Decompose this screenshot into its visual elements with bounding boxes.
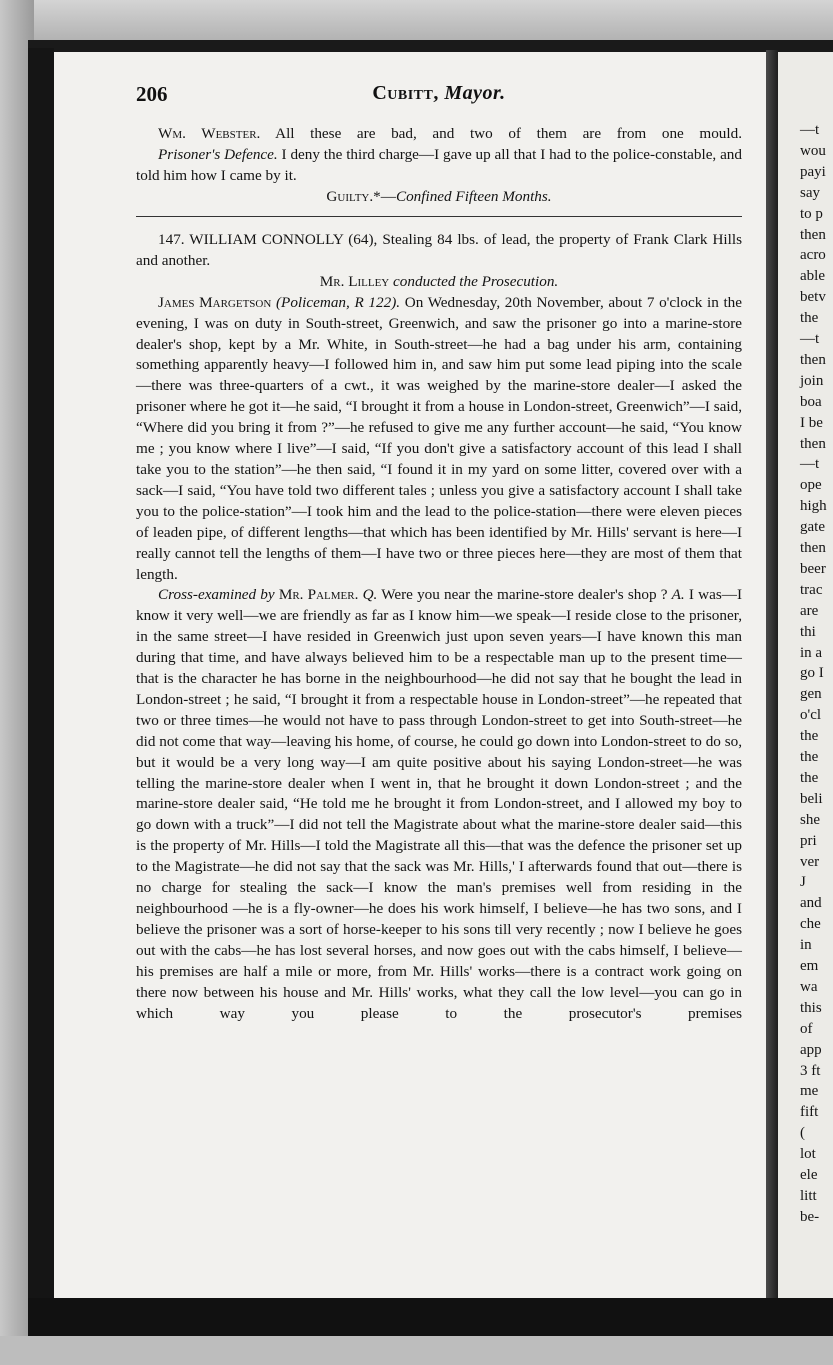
facing-page-fragment-line: I be xyxy=(800,414,823,431)
facing-page-fragment-line: J xyxy=(800,874,806,891)
facing-page-fragment-line: fift xyxy=(800,1104,819,1121)
previous-case-ending xyxy=(136,124,742,208)
facing-page-fragment-line: the xyxy=(800,769,819,786)
facing-page-fragment-line: go I xyxy=(800,665,824,682)
sentence: Confined Fifteen Months. xyxy=(395,187,552,205)
facing-page-fragment-line: ( xyxy=(800,1125,805,1142)
facing-page-fragment-line: this xyxy=(800,999,822,1016)
running-head xyxy=(136,82,742,105)
testimony-text: On Wednesday, 20th November, about 7 o'clock in the evening, I was on duty in South-street, Greenwich, and saw the prisoner go into a marine-store dealer's shop, kept by a Mr. White, in South-street—he had a bag under his arm, containing something apparently heavy—I followed him in, and saw him put some lead piping into the scale—there was three-quarters of a cwt., it was weighed by the marine-store dealer—I asked the prisoner where he got it—he said, “I brought it from a house in London-street, Greenwich”—I said, “Where did you bring it from ?”—he refused to give me any further account—he said, “You know me ; you know where I live”—I said, “If you don't give a satisfactory account of this lead I shall take you to the station”—he then said, “I found it in my yard on some litter, covered over with a sack—I said, “You have told two different tales ; unless you give a satisfactory account I shall take you to the police-station”—I took him and the lead to the police-station—there were eleven pieces of leaden pipe, of different lengths—that which has been identified by Mr. Hills' servant is here—I really cannot tell the lengths of them—I have two or three pieces here—they are most of them that length. xyxy=(136,293,743,583)
facing-page-fragment-line: the xyxy=(800,749,819,765)
case-separator-rule xyxy=(136,216,742,217)
cross-counsel: Mr. Palmer. xyxy=(278,586,359,604)
page-header xyxy=(136,82,742,108)
question-marker: Q. xyxy=(362,586,378,604)
question-text: Were you near the marine-store dealer's shop ? xyxy=(381,586,668,604)
facing-page-fragment-line: of xyxy=(800,1020,813,1037)
book-edge-left xyxy=(28,48,54,1313)
answer-marker: A. xyxy=(671,586,685,604)
book-edge-bottom xyxy=(28,1298,833,1336)
witness-statement: All these are bad, and two of them are from one mould. xyxy=(275,125,742,142)
facing-page-fragment-line: beer xyxy=(800,560,826,577)
facing-page-fragment-line: then xyxy=(800,226,826,243)
facing-page-fragment-line: thi xyxy=(800,623,816,640)
verdict-line xyxy=(136,187,742,208)
witness-testimony xyxy=(136,293,742,586)
facing-page-fragment-line: —t xyxy=(800,331,820,347)
facing-page-fragment-line: app xyxy=(800,1041,822,1058)
witness-line xyxy=(136,124,742,145)
running-head-name: Cubitt, xyxy=(372,82,439,104)
facing-page-fragment-line: she xyxy=(800,811,820,828)
facing-page-fragment-line: em xyxy=(800,958,819,974)
facing-page-fragment-line: 3 ft xyxy=(800,1062,821,1079)
facing-page-fragment-line: acro xyxy=(800,247,826,264)
verdict: Guilty.*— xyxy=(326,187,396,205)
facing-page-fragment-line: in xyxy=(800,937,812,954)
facing-page-fragment-line: high xyxy=(800,498,827,515)
facing-page-fragment-line: trac xyxy=(800,581,823,598)
witness-role: (Policeman, R 122). xyxy=(276,293,401,311)
cross-label: Cross-examined by xyxy=(158,586,275,604)
book-gutter xyxy=(766,50,778,1300)
facing-page-fragment-line: in a xyxy=(800,644,823,661)
facing-page-fragment-line: gen xyxy=(800,686,822,703)
facing-page-fragment-line: litt xyxy=(800,1187,817,1204)
prosecution-line xyxy=(136,272,742,293)
facing-page-fragment-line: —t xyxy=(800,456,820,473)
answer-text: I was—I know it very well—we are friendly as far as I know him—we speak—I reside close to the prisoner, in the same street—I have resided in Greenwich just upon seven years—I have known this man during that time, and have always believed him to be a respectable man up to the present time—that is the character he has borne in the neighbourhood—he did not say that he bought the lead in London-street ; he said, “I brought it from a respectable house in London-street”—he repeated that two or three times—he would not have to pass through London-street to get into South-street—he did not come that way—leaving his home, of course, he could go down into London-street to do so, but it would be a very long way—I am quite positive about his saying London-street—he was telling the marine-store dealer when I went in, that he brought it down London-street ; and the marine-store dealer said, “He told me he brought it from London-street, and I allowed my boy to go down with a truck”—I did not tell the Magistrate about what the marine-store dealer said—this is the property of Mr. Hills—I told the Magistrate all this—that was the defence the prisoner set up to the Magistrate—he did not say that the sack was Mr. Hills,' I afterwards found that out—there is no charge for stealing the sack—I know the man's premises well from residing in the neighbourhood —he is a fly-owner—he does his work himself, I believe—he has two sons, and I believe the prisoner was a sort of horse-keeper to his sons till very recently ; now I believe he goes out with the cabs—he has lost several horses, and now goes out with the cabs himself, I believe—his premises are half a mile or more, from Mr. Hills' works—there is a contract work going on there now between his house and Mr. Hills' works, what they call the low level—you can go in which way you please to the prosecutor's premises xyxy=(136,586,742,1022)
facing-page-fragment-line: join xyxy=(800,372,824,389)
defence-text: I deny the third charge—I gave up all that I had to the police-constable, and told him how I came by it. xyxy=(136,145,742,184)
facing-page-fragment xyxy=(778,52,833,1300)
facing-page-fragment-line: then xyxy=(800,540,826,556)
witness-name: Wm. Webster. xyxy=(158,125,261,142)
prisoner-defence xyxy=(136,145,742,187)
facing-page-fragment-line: and xyxy=(800,895,822,912)
facing-page-fragment-line: me xyxy=(800,1083,819,1100)
facing-page-fragment-line: then xyxy=(800,351,826,368)
case-147 xyxy=(136,230,742,1024)
facing-page-fragment-line: betv xyxy=(800,289,826,306)
facing-page-fragment-line: lot xyxy=(800,1146,816,1163)
scan-background-bottom xyxy=(0,1336,833,1365)
facing-page-fragment-line: o'cl xyxy=(800,707,822,724)
prosecution-counsel: Mr. Lilley xyxy=(319,272,390,290)
facing-page-fragment-line: ver xyxy=(800,853,820,870)
facing-page-fragment-line: the xyxy=(800,310,819,327)
running-head-title: Mayor. xyxy=(444,82,506,104)
facing-page-fragment-line: boa xyxy=(800,393,822,410)
facing-page-fragment-line: wou xyxy=(800,142,826,159)
page-number: 206 xyxy=(136,82,168,106)
facing-page-fragment-line: payi xyxy=(800,163,826,180)
facing-page-fragment-line: wa xyxy=(800,978,818,995)
witness-name: James Margetson xyxy=(158,293,272,311)
facing-page-fragment-line: then xyxy=(800,435,826,452)
prosecution-text: conducted the Prosecution. xyxy=(393,272,559,290)
facing-page-fragment-line: the xyxy=(800,728,819,745)
facing-page-fragment-line: pri xyxy=(800,832,817,849)
facing-page-fragment-line: able xyxy=(800,268,825,285)
case-title: 147. WILLIAM CONNOLLY (64), Stealing 84 lbs. of lead, the property of Frank Clark Hills and another. xyxy=(136,231,742,269)
facing-page-fragment-line: gate xyxy=(800,519,825,536)
facing-page-fragment-line: beli xyxy=(800,790,823,807)
facing-page-fragment-line: be- xyxy=(800,1208,820,1225)
facing-page-fragment-line: ele xyxy=(800,1167,818,1183)
facing-page-fragment-line: to p xyxy=(800,205,823,222)
facing-page-fragment-line: —t xyxy=(800,122,820,138)
facing-page-fragment-line: are xyxy=(800,602,819,619)
defence-label: Prisoner's Defence. xyxy=(158,145,278,163)
cross-examination xyxy=(136,585,742,1024)
facing-page-fragment-line: say xyxy=(800,184,820,201)
facing-page-fragment-line: che xyxy=(800,916,821,933)
facing-page-fragment-line: ope xyxy=(800,477,822,494)
